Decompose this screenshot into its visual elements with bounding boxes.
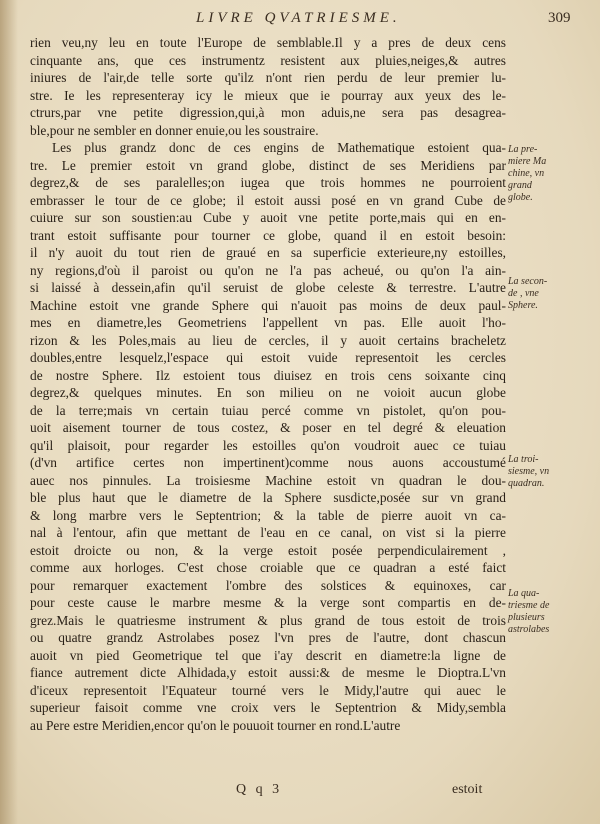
body-text xyxy=(30,34,506,734)
text-line: auoit vn pied Geometrique tel que i'ay descrit en diametre:la ligne de xyxy=(30,647,506,663)
marginal-note xyxy=(508,276,594,312)
marginal-note xyxy=(508,454,594,490)
text-line: pour ceste cause le marbre mesme & la verge sont compartis en de- xyxy=(30,595,506,610)
catchword: estoit xyxy=(452,782,483,797)
text-line: mes en diametre,les Geometriens l'appellent vn pas. Elle auoit l'ho- xyxy=(30,315,506,330)
marginal-note-line: siesme, vn xyxy=(508,466,550,477)
text-line: fiance autrement dicte Alhidada,y estoit aussi:& de mesme le Dioptra.L'vn xyxy=(30,665,506,680)
text-line: iniures de l'air,de telle sorte qu'ilz n'ont rien perdu de leur premier lu- xyxy=(30,70,506,85)
text-line: si laissé à dessein,afin qu'il seruist de globe celeste & terrestre. L'autre xyxy=(30,280,506,295)
text-line: nal à l'entour, afin que mettant de l'eau en ce canal, on vist si la pierre xyxy=(30,525,506,540)
text-line: de la terre;mais vn certain tuiau percé comme vn pistolet, qu'on pou- xyxy=(30,402,506,418)
marginal-note-line: triesme de xyxy=(508,600,550,611)
text-line: ctrurs,par vne petite digression,qui,à mon aduis,ne sera pas desagrea- xyxy=(30,105,506,120)
running-head xyxy=(0,10,600,32)
page-gutter-shadow xyxy=(0,0,18,824)
text-line: ble,pour ne sembler en donner enuie,ou les soustraire. xyxy=(30,122,319,138)
marginal-note-line: globe. xyxy=(508,192,533,203)
text-line: cinquante ans, que ces instrumentz resistent aux pluies,neiges,& autres xyxy=(30,52,506,68)
text-line: (d'vn artifice certes non impertinent)comme nous auons accoustumé xyxy=(30,455,506,470)
marginal-note-line: plusieurs xyxy=(508,612,545,623)
text-line: doubles,entre lesquelz,l'espace qui estoit vuide representoit les cercles xyxy=(30,350,506,365)
text-line: pour remarquer exactement l'ombre des solstices & equinoxes, car xyxy=(30,577,506,593)
running-head-title: LIVRE QVATRIESME. xyxy=(196,10,401,26)
marginal-note-line: La qua- xyxy=(508,588,540,599)
marginal-note-line: de , vne xyxy=(508,288,539,299)
marginal-note-line: La troi- xyxy=(508,454,539,465)
text-line: rien veu,ny leu en toute l'Europe de semblable.Il y a pres de deux cens xyxy=(30,35,506,50)
text-line: trant estoit suffisante pour tourner ce globe, quand il en estoit besoin: xyxy=(30,227,506,243)
text-line: stre. Ie les representeray icy le mieux que ie pourray aux yeux des le- xyxy=(30,87,506,103)
marginal-note-line: quadran. xyxy=(508,478,545,489)
text-line: Machine estoit vne grande Sphere qui n'auoit pas moins de deux paul- xyxy=(30,297,506,313)
marginal-note-line: grand xyxy=(508,180,532,191)
marginal-note-line: La secon- xyxy=(508,276,548,287)
text-line: estoit droicte ou non, & la verge estoit posée perpendiculairement , xyxy=(30,542,506,558)
marginal-note xyxy=(508,588,594,636)
text-line: de nostre Sphere. Ilz estoient tous diuisez en trois cens soixante cinq xyxy=(30,367,506,383)
marginal-note-line: Sphere. xyxy=(508,300,538,311)
page-footer xyxy=(0,782,600,802)
text-line: superieur faisoit comme vne croix vers le Septentrion & Midy,sembla xyxy=(30,700,506,715)
marginal-note-line: astrolabes xyxy=(508,624,550,635)
text-line: il n'y auoit du tout rien de graué en sa superficie exterieure,ny estoilles, xyxy=(30,245,506,260)
text-line: auec nos pinnules. La troisiesme Machine estoit vn quadran le dou- xyxy=(30,472,506,488)
text-line: tre. Le premier estoit vn grand globe, distinct de ses Meridiens par xyxy=(30,157,506,173)
marginal-note xyxy=(508,144,594,204)
text-line: ny regions,d'où il paroist ou qu'on ne l'a pas acheué, ou qu'on l'a ain- xyxy=(30,262,506,278)
page-number: 309 xyxy=(548,10,571,26)
text-line: au Pere estre Meridien,encor qu'on le pouuoit tourner en rond.L'autre xyxy=(30,717,401,733)
text-line: Les plus grandz donc de ces engins de Mathematique estoient qua- xyxy=(52,140,506,155)
signature-mark: Q q 3 xyxy=(236,782,283,797)
text-line: ble plus haut que le diametre de la Sphere susdicte,posée sur vn grand xyxy=(30,490,506,505)
text-line: & long marbre vers le Septentrion; & la table de pierre auoit vn ca- xyxy=(30,507,506,523)
text-line: cuiure sur son soustien:au Cube y auoit vne petite porte,mais qui en en- xyxy=(30,210,506,225)
text-line: qu'il plaisoit, pour regarder les estoilles qu'on voudroit auec ce tuiau xyxy=(30,437,506,453)
marginal-note-line: chine, vn xyxy=(508,168,545,179)
text-line: comme aux horloges. C'est chose croiable que ce quadran a esté faict xyxy=(30,560,506,575)
text-line: embrasser le tour de ce globe; il estoit aussi posé en vn grand Cube de xyxy=(30,192,506,208)
text-line: rizon & les Poles,mais au lieu de cercles, il y auoit certains bracheletz xyxy=(30,332,506,348)
text-line: uoit aisement tourner de tous costez, & poser en tel degré & eleuation xyxy=(30,420,506,435)
text-line: degrez,& quelques minutes. En son milieu on ne voioit aucun globe xyxy=(30,385,506,400)
text-line: degrez,& de ses paralelles;on iugea que trois hommes ne pourroient xyxy=(30,175,506,190)
text-line: d'iceux representoit l'Equateur tourné vers le Midy,l'autre qui auec le xyxy=(30,682,506,698)
marginal-note-line: La pre- xyxy=(508,144,538,155)
text-line: grez.Mais le quatriesme instrument & plus grand de tous estoit de trois xyxy=(30,612,506,628)
text-line: ou quatre grandz Astrolabes posez l'vn pres de l'autre, dont chascun xyxy=(30,630,506,645)
marginal-note-line: miere Ma xyxy=(508,156,547,167)
